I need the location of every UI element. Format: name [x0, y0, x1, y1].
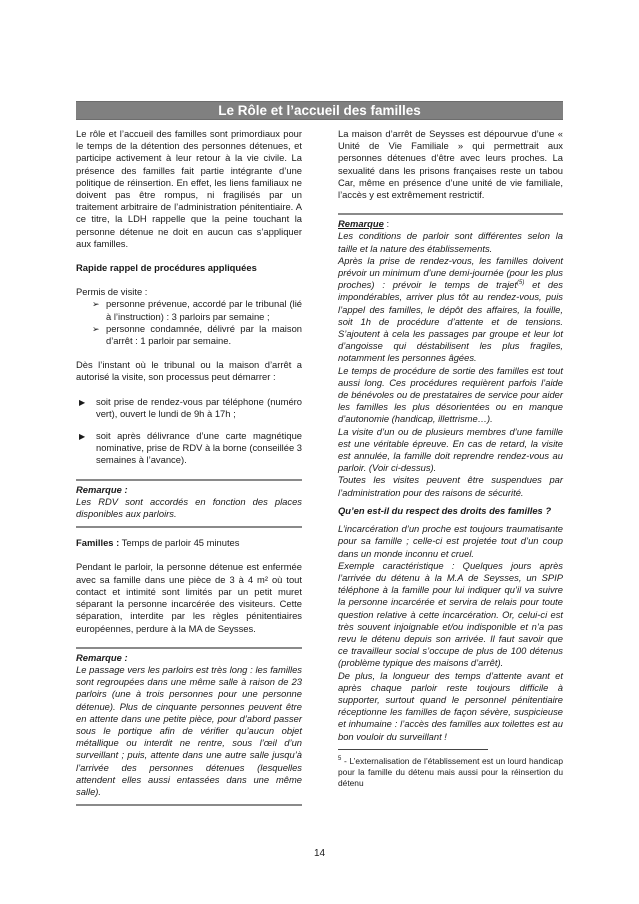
intro-paragraph: Le rôle et l’accueil des familles sont primordiaux pour le temps de la détention des personnes détenues, et participe activement à leur retour à la vie civile. La présence des familles fait partie intégrante d’une politique de réinsertion. En effet, les liens familiaux ne doivent pas être rompus, ni fragilisés par un traitement arbitraire de l’administration pénitentiaire. A ce titre, la LDH rappelle que la peine touchant la personne détenue ne doit en aucun cas s’appliquer aux familles. — [76, 128, 302, 249]
list-item: ➢ personne prévenue, accordé par le tribunal (lié à l’instruction) : 3 parloirs par semaine ; — [92, 298, 302, 322]
remarque-paragraph: Après la prise de rendez-vous, les familles doivent prévoir un minimum d’une demi-journée (pour les plus proches) : prévoir le temps de trajet$^{(5)}$ et des impondérables, arriver plus tôt au rendez-vous, puis l’appel des familles, le dépôt des affaires, la fouille, soit 1h de procédure d’attente et de tensions. S’ajoutent à cela les passages par groupe et leur lot d’angoisse qui déstabilisent les plus fragiles, notamment les personnes âgées. — [338, 254, 563, 364]
remarque-label: Remarque : — [76, 651, 128, 663]
triangle-bullet-icon: ▶ — [79, 432, 86, 442]
arrow-bullet-icon: ➢ — [92, 299, 100, 310]
list-item: ▶ soit après délivrance d’une carte magnétique nominative, prise de RDV à la borne (conseillée 3 semaines à l’avance). — [79, 430, 302, 466]
divider — [338, 213, 563, 215]
droits-paragraph: L’incarcération d’un proche est toujours traumatisante pour sa famille ; celle-ci est projetée tout d’un coup dans un monde inconnu et cruel. — [338, 523, 563, 559]
heading-droits: Qu’en est-il du respect des droits des familles ? — [338, 504, 552, 516]
familles-line: Familles : Temps de parloir 45 minutes — [76, 537, 240, 549]
divider — [76, 526, 302, 528]
remarque-text: Le passage vers les parloirs est très long : les familles sont regroupées dans une même salle à raison de 23 parloirs (une à trois personnes pour une personne détenue). Plus de cinquante personnes peuvent être en attente dans une petite pièce, pour d’abord passer sous le portique afin de vérifier qu’aucun objet métallique ou interdit ne rentre, sous l’œil d’un surveillant ; puis, attente dans une autre salle jusqu’à l’arrivée des personnes détenues (lesquelles attendent elles aussi entassées dans une même salle). — [76, 663, 302, 797]
arrow-bullet-icon: ➢ — [92, 323, 100, 334]
divider — [76, 804, 302, 806]
remarque-label: Remarque : — [76, 483, 128, 495]
triangle-bullet-icon: ▶ — [79, 397, 86, 407]
footnote: $^5$ - L’externalisation de l’établissement est un lourd handicap pour la famille du détenu mais aussi pour la réinsertion du détenu — [338, 755, 563, 788]
autorise-paragraph: Dès l’instant où le tribunal ou la maison d’arrêt a autorisé la visite, son processus peut démarrer : — [76, 359, 302, 383]
permis-label: Permis de visite : — [76, 286, 148, 298]
page-title: Le Rôle et l’accueil des familles — [76, 101, 563, 120]
divider — [76, 479, 302, 481]
page-number: 14 — [313, 848, 326, 859]
permis-list — [92, 298, 302, 347]
list-item: ▶ soit prise de rendez-vous par téléphone (numéro vert), ouvert le lundi de 9h à 17h ; — [79, 395, 302, 419]
list-item: ➢ personne condamnée, délivré par la maison d’arrêt : 1 parloir par semaine. — [92, 322, 302, 347]
footnote-divider — [338, 749, 488, 750]
pendant-paragraph: Pendant le parloir, la personne détenue est enfermée avec sa famille dans une pièce de 3 à 4 m² où tout contact et intimité sont limités par un petit muret séparant la personne incarcérée des visiteurs. Cette séparation, interdite par les règles pénitentiaires européennes, perdure à la MA de Seysses. — [76, 561, 302, 634]
divider — [76, 647, 302, 649]
droits-paragraph: Exemple caractéristique : Quelques jours après l’arrivée du détenu à la M.A de Seysses, un SPIP téléphone à la famille pour lui indiquer qu’il va suivre la personne incarcérée et servira de relais pour toute question relative à cette incarcération. Or, celui-ci est très souvent injoignable et/ou indisponible et n’a pas revu le détenu depuis son arrivée. Il faut savoir que ce travailleur social s’occupe de plus de 100 détenus (problème typique des maisons d’arrêt). — [338, 559, 563, 669]
droits-paragraph: De plus, la longueur des temps d’attente avant et après chaque parloir reste toujours difficile à supporter, surtout quand le personnel pénitentiaire réceptionne les familles de façon sévère, suspicieuse et inhumaine : l’accès des familles aux toilettes est au bon vouloir du surveillant ! — [338, 669, 563, 742]
remarque-paragraph: La visite d’un ou de plusieurs membres d’une famille est une véritable épreuve. En cas de retard, la visite est annulée, la famille doit reprendre rendez-vous au parloir. (Voir ci-dessus). — [338, 425, 563, 474]
footnote-ref: (5) — [516, 280, 525, 287]
remarque-paragraph: Le temps de procédure de sortie des familles est tout aussi long. Ces procédures requièrent parfois l’aide de bénévoles ou de prestataires de service pour aider les familles les plus désorientées ou en manque d’autonomie (handicap, illettrisme…). — [338, 364, 563, 425]
maison-paragraph: La maison d’arrêt de Seysses est dépourvue d’une « Unité de Vie Familiale » qui permettrait aux personnes détenues d’être avec leurs proches. La sexualité dans les prisons françaises reste un tabou Car, même en présence d’une unité de vie familiale, l’accès y est extrêmement restrictif. — [338, 128, 563, 201]
right-column — [338, 128, 563, 789]
remarque-paragraph: Toutes les visites peuvent être suspendues par l’administration pour des raisons de sécurité. — [338, 474, 563, 498]
process-list — [76, 396, 302, 467]
remarque-heading: Remarque : — [338, 218, 390, 230]
left-column — [76, 128, 302, 809]
remarque-text: Les RDV sont accordés en fonction des places disponibles aux parloirs. — [76, 495, 302, 520]
heading-rappel: Rapide rappel de procédures appliquées — [76, 262, 257, 274]
remarque-paragraph: Les conditions de parloir sont différentes selon la taille et la nature des établissements. — [338, 230, 563, 254]
